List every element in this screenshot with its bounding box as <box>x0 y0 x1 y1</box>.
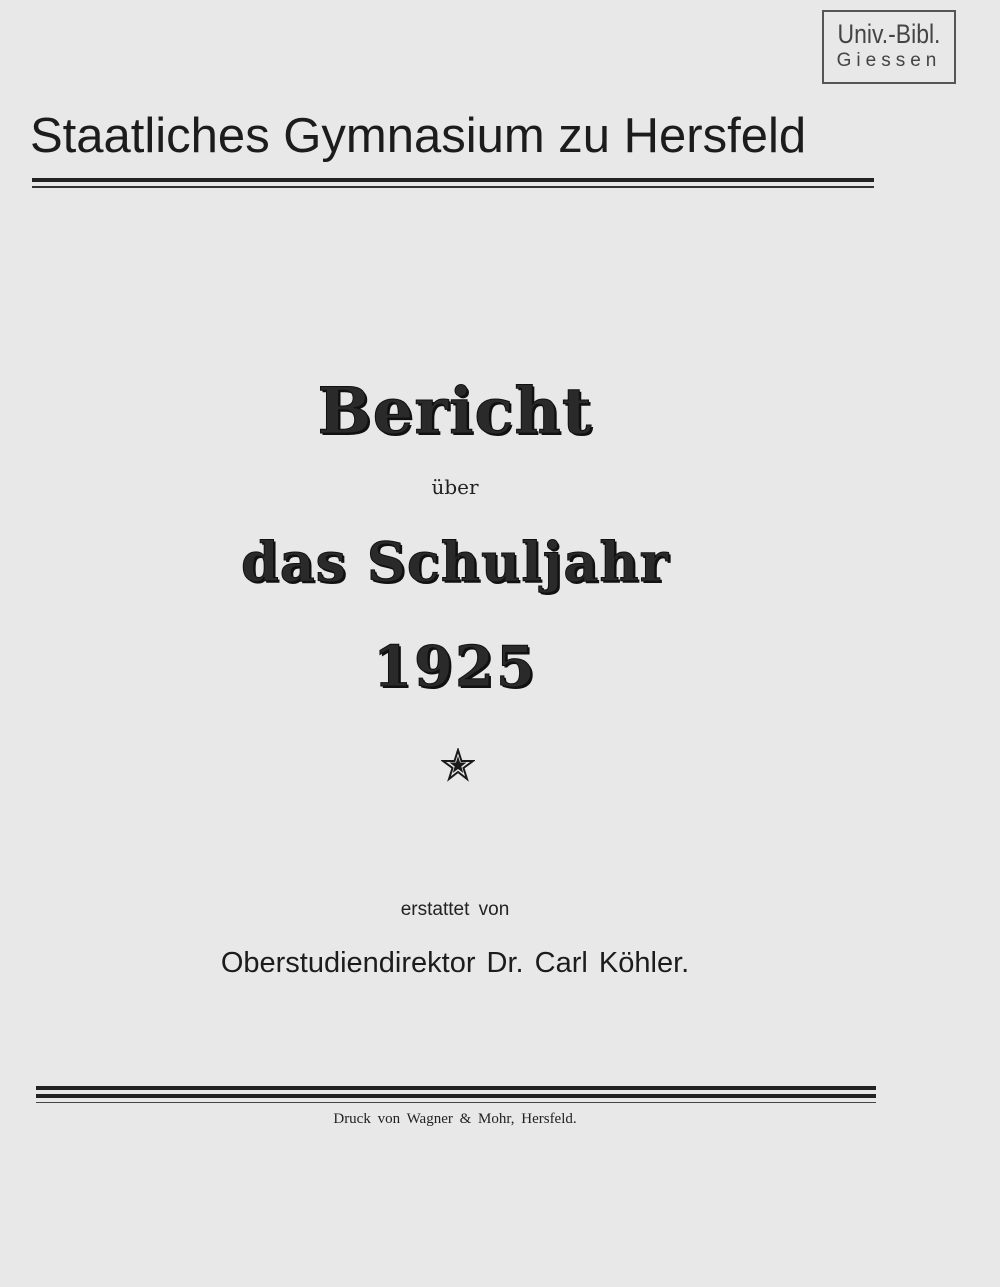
report-connector: über <box>431 475 479 499</box>
report-year: 1925 <box>373 634 537 700</box>
author-name: Oberstudiendirektor Dr. Carl Köhler. <box>220 947 690 979</box>
footer-rule-thick-1 <box>36 1086 876 1090</box>
school-name: Staatliches Gymnasium zu Hersfeld <box>30 109 807 163</box>
library-stamp-line2: Giessen <box>836 50 942 71</box>
footer-rule-thick-2 <box>36 1094 876 1098</box>
report-subject: das Schuljahr <box>240 530 670 594</box>
library-stamp <box>822 10 956 84</box>
report-title: Bericht <box>317 374 593 449</box>
byline-intro: erstattet von <box>400 899 510 920</box>
header-rule-thin <box>32 186 874 188</box>
header-rule-thick <box>32 178 874 182</box>
library-stamp-line1: Univ.-Bibl. <box>837 19 941 49</box>
footer-rule-thin <box>36 1102 876 1103</box>
star-icon <box>441 748 475 782</box>
printer-imprint: Druck von Wagner & Mohr, Hersfeld. <box>333 1111 577 1127</box>
